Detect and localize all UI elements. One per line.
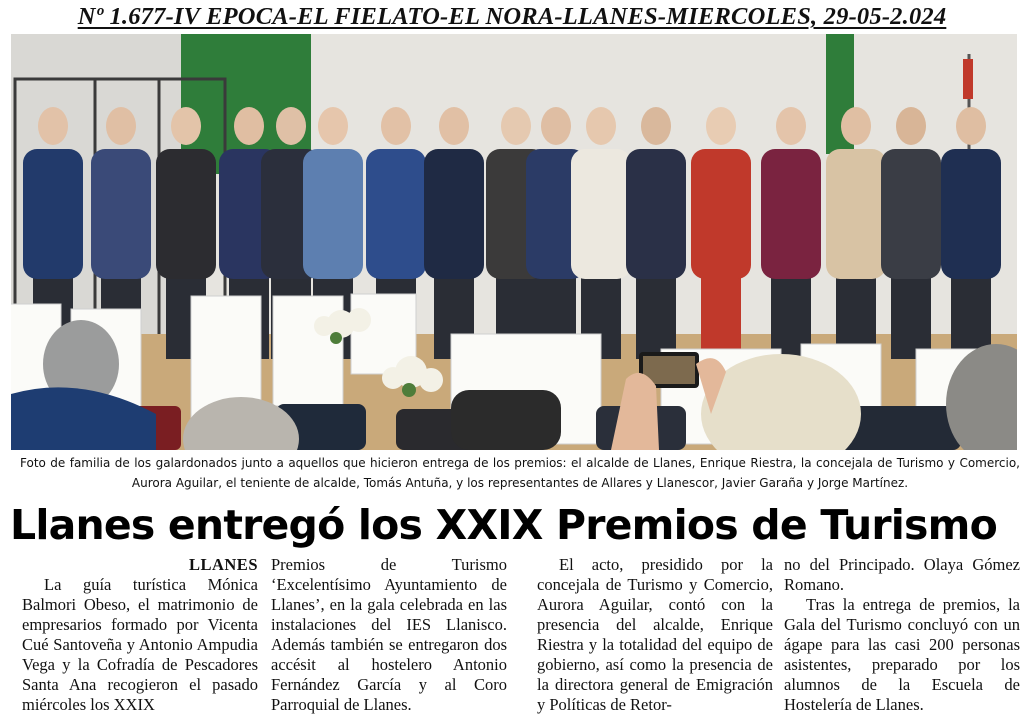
group-photo <box>11 34 1017 450</box>
article-paragraph: La guía turística Mónica Balmori Obeso, el matrimonio de empresarios formado por Vicenta Cué Santoveña y Antonio Ampudia Vega y la Cofradía de Pescadores Santa Ana recogieron el pasado miércoles los XXIX <box>22 575 258 714</box>
article-paragraph: Premios de Turismo ‘Excelentísimo Ayuntamiento de Llanes’, en la gala celebrada en las instalaciones del IES Llanisco. Además también se entregaron dos accésit al hostelero Antonio Fernández García y al Coro Parroquial de Llanes. <box>271 555 507 714</box>
article-column-2 <box>271 555 507 715</box>
article-paragraph: El acto, presidido por la concejala de Turismo y Comercio, Aurora Aguilar, contó con la presencia del alcalde, Enrique Riestra y la totalidad del equipo de gobierno, así como la presencia de la directora general de Emigración y Políticas de Retor- <box>537 555 773 714</box>
article-column-4 <box>784 555 1020 715</box>
article-headline: Llanes entregó los XXIX Premios de Turismo <box>10 501 997 549</box>
newspaper-masthead: Nº 1.677-IV EPOCA-EL FIELATO-EL NORA-LLANES-MIERCOLES, 29-05-2.024 <box>77 3 947 30</box>
article-paragraph: no del Principado. Olaya Gómez Romano. <box>784 555 1020 594</box>
article-column-3 <box>537 555 773 715</box>
photo-caption: Foto de familia de los galardonados junto a aquellos que hicieron entrega de los premios: el alcalde de Llanes, Enrique Riestra, la concejala de Turismo y Comercio, Aurora Aguilar, el teniente de alcalde, Tomás Antuña, y los representantes de Allares y Llanescor, Javier Garaña y Jorge Martínez. <box>20 456 1020 490</box>
article-byline: LLANES <box>188 555 258 574</box>
article-body <box>11 555 1020 723</box>
article-paragraph: Tras la entrega de premios, la Gala del Turismo concluyó con un ágape para las casi 200 personas asistentes, preparado por los alumnos de la Escuela de Hostelería de Llanes. <box>784 595 1020 714</box>
article-column-1 <box>22 555 258 715</box>
